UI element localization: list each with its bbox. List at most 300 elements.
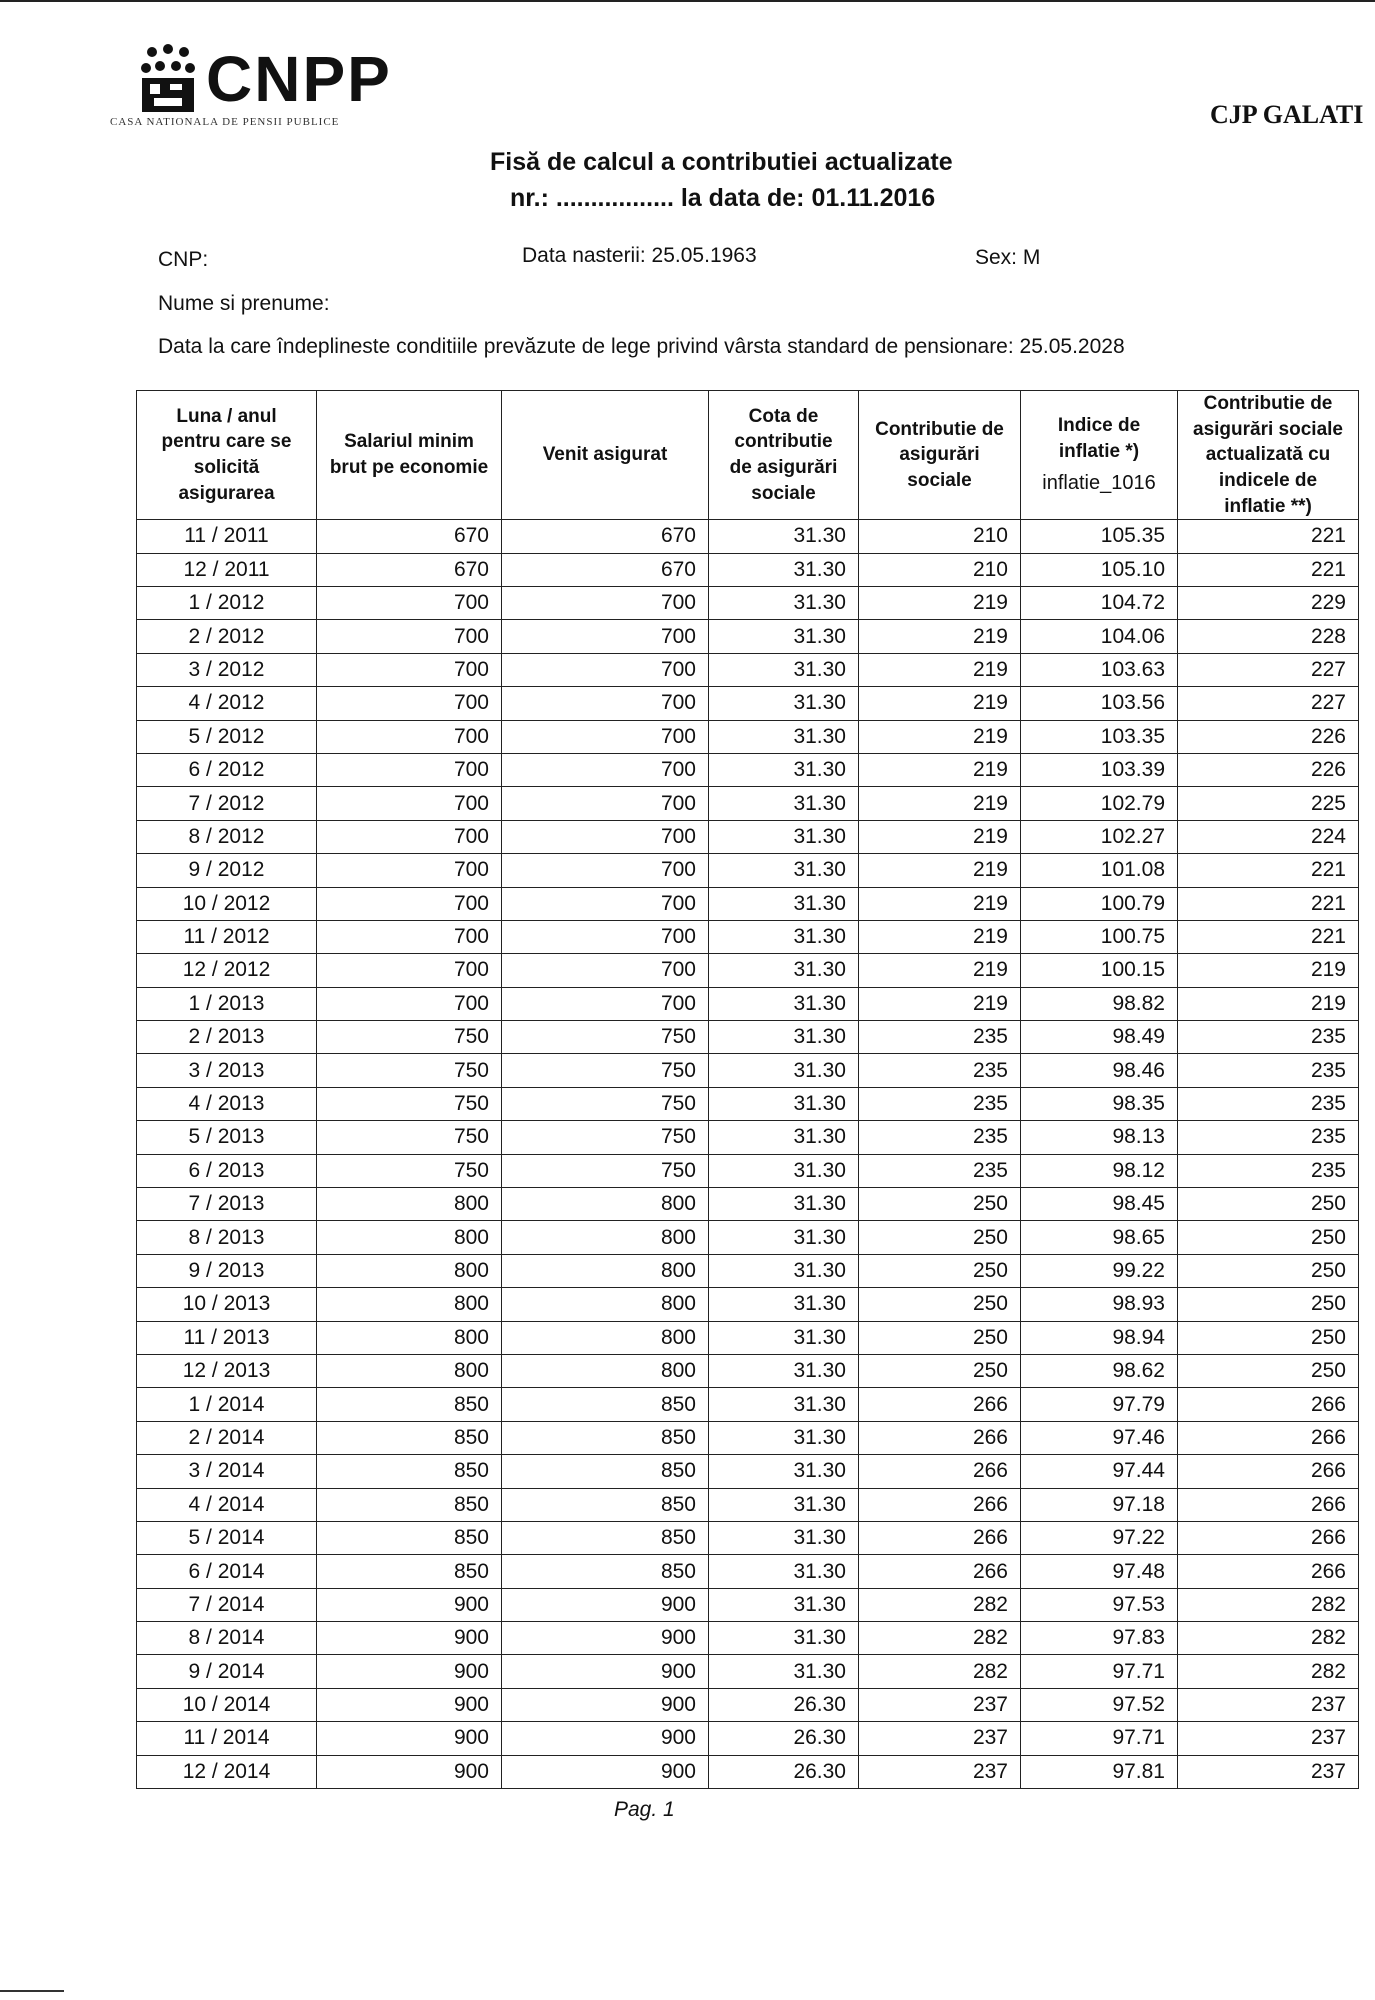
table-row	[137, 1254, 1359, 1287]
min-salary-cell: 800	[317, 1354, 502, 1387]
insured-income-cell: 900	[502, 1622, 709, 1655]
rate-cell: 31.30	[709, 687, 859, 720]
min-salary-cell: 670	[317, 553, 502, 586]
adjusted-contribution-cell: 224	[1178, 820, 1359, 853]
insured-income-cell: 750	[502, 1054, 709, 1087]
table-row	[137, 1321, 1359, 1354]
pension-condition-date: Data la care îndeplineste conditiile prevăzute de lege privind vârsta standard de pensionare: 25.05.2028	[158, 335, 1125, 358]
period-cell: 5 / 2013	[137, 1121, 317, 1154]
min-salary-cell: 800	[317, 1321, 502, 1354]
insured-income-cell: 850	[502, 1455, 709, 1488]
insured-income-cell: 800	[502, 1354, 709, 1387]
contribution-cell: 219	[859, 720, 1021, 753]
table-row	[137, 1655, 1359, 1688]
rate-cell: 31.30	[709, 1288, 859, 1321]
insured-income-cell: 800	[502, 1188, 709, 1221]
contribution-cell: 250	[859, 1188, 1021, 1221]
rate-cell: 31.30	[709, 653, 859, 686]
period-cell: 3 / 2014	[137, 1455, 317, 1488]
table-row	[137, 1388, 1359, 1421]
adjusted-contribution-cell: 221	[1178, 887, 1359, 920]
min-salary-cell: 700	[317, 854, 502, 887]
min-salary-cell: 700	[317, 887, 502, 920]
table-row	[137, 1488, 1359, 1521]
table-row	[137, 887, 1359, 920]
col-header-contribution: Contributie de asigurări sociale	[859, 391, 1021, 520]
adjusted-contribution-cell: 228	[1178, 620, 1359, 653]
period-cell: 6 / 2012	[137, 753, 317, 786]
table-row	[137, 1087, 1359, 1120]
contribution-cell: 266	[859, 1555, 1021, 1588]
insured-income-cell: 750	[502, 1154, 709, 1187]
min-salary-cell: 800	[317, 1221, 502, 1254]
period-cell: 8 / 2013	[137, 1221, 317, 1254]
table-row	[137, 520, 1359, 553]
inflation-cell: 104.72	[1021, 586, 1178, 619]
rate-cell: 31.30	[709, 1321, 859, 1354]
insured-income-cell: 850	[502, 1421, 709, 1454]
contribution-cell: 219	[859, 620, 1021, 653]
birth-date: Data nasterii: 25.05.1963	[522, 244, 757, 267]
min-salary-cell: 850	[317, 1455, 502, 1488]
insured-income-cell: 850	[502, 1555, 709, 1588]
contribution-cell: 219	[859, 653, 1021, 686]
period-cell: 7 / 2012	[137, 787, 317, 820]
adjusted-contribution-cell: 250	[1178, 1188, 1359, 1221]
inflation-cell: 100.15	[1021, 954, 1178, 987]
table-row	[137, 720, 1359, 753]
table-row	[137, 1622, 1359, 1655]
insured-income-cell: 750	[502, 1021, 709, 1054]
min-salary-cell: 700	[317, 653, 502, 686]
period-cell: 4 / 2013	[137, 1087, 317, 1120]
period-cell: 1 / 2014	[137, 1388, 317, 1421]
inflation-cell: 98.13	[1021, 1121, 1178, 1154]
contribution-cell: 282	[859, 1588, 1021, 1621]
rate-cell: 31.30	[709, 1188, 859, 1221]
contribution-cell: 266	[859, 1421, 1021, 1454]
period-cell: 2 / 2012	[137, 620, 317, 653]
contribution-table	[136, 390, 1359, 1789]
contribution-cell: 266	[859, 1521, 1021, 1554]
rate-cell: 31.30	[709, 954, 859, 987]
period-cell: 9 / 2014	[137, 1655, 317, 1688]
min-salary-cell: 750	[317, 1054, 502, 1087]
min-salary-cell: 850	[317, 1555, 502, 1588]
table-row	[137, 1121, 1359, 1154]
period-cell: 10 / 2013	[137, 1288, 317, 1321]
insured-income-cell: 900	[502, 1722, 709, 1755]
office-name: CJP GALATI	[1210, 100, 1364, 129]
inflation-cell: 98.46	[1021, 1054, 1178, 1087]
inflation-cell: 97.18	[1021, 1488, 1178, 1521]
period-cell: 9 / 2013	[137, 1254, 317, 1287]
table-row	[137, 820, 1359, 853]
inflation-cell: 97.71	[1021, 1655, 1178, 1688]
insured-income-cell: 700	[502, 887, 709, 920]
rate-cell: 26.30	[709, 1755, 859, 1788]
rate-cell: 31.30	[709, 1054, 859, 1087]
name-label: Nume si prenume:	[158, 292, 330, 315]
page-number: Pag. 1	[614, 1798, 675, 1821]
adjusted-contribution-cell: 266	[1178, 1455, 1359, 1488]
insured-income-cell: 800	[502, 1221, 709, 1254]
rate-cell: 31.30	[709, 1622, 859, 1655]
rate-cell: 31.30	[709, 987, 859, 1020]
contribution-cell: 219	[859, 954, 1021, 987]
contribution-cell: 235	[859, 1087, 1021, 1120]
table-row	[137, 1054, 1359, 1087]
rate-cell: 31.30	[709, 1455, 859, 1488]
min-salary-cell: 850	[317, 1388, 502, 1421]
rate-cell: 31.30	[709, 1521, 859, 1554]
inflation-cell: 97.83	[1021, 1622, 1178, 1655]
period-cell: 6 / 2013	[137, 1154, 317, 1187]
adjusted-contribution-cell: 250	[1178, 1354, 1359, 1387]
rate-cell: 31.30	[709, 586, 859, 619]
adjusted-contribution-cell: 235	[1178, 1121, 1359, 1154]
min-salary-cell: 670	[317, 520, 502, 553]
period-cell: 11 / 2012	[137, 920, 317, 953]
period-cell: 5 / 2012	[137, 720, 317, 753]
contribution-cell: 219	[859, 753, 1021, 786]
min-salary-cell: 700	[317, 987, 502, 1020]
inflation-cell: 103.35	[1021, 720, 1178, 753]
inflation-header-sub: inflatie_1016	[1042, 472, 1156, 495]
inflation-cell: 97.52	[1021, 1688, 1178, 1721]
adjusted-contribution-cell: 235	[1178, 1154, 1359, 1187]
min-salary-cell: 900	[317, 1655, 502, 1688]
document-title: Fisă de calcul a contributiei actualizate	[490, 148, 953, 176]
table-row	[137, 920, 1359, 953]
adjusted-contribution-cell: 266	[1178, 1555, 1359, 1588]
table-row	[137, 1188, 1359, 1221]
adjusted-contribution-cell: 237	[1178, 1688, 1359, 1721]
insured-income-cell: 700	[502, 954, 709, 987]
insured-income-cell: 850	[502, 1488, 709, 1521]
col-header-contribution-rate: Cota de contributie de asigurări sociale	[709, 391, 859, 520]
insured-income-cell: 700	[502, 987, 709, 1020]
min-salary-cell: 700	[317, 820, 502, 853]
inflation-cell: 105.10	[1021, 553, 1178, 586]
table-row	[137, 1154, 1359, 1187]
contribution-cell: 219	[859, 787, 1021, 820]
rate-cell: 31.30	[709, 1655, 859, 1688]
insured-income-cell: 900	[502, 1688, 709, 1721]
min-salary-cell: 900	[317, 1688, 502, 1721]
rate-cell: 31.30	[709, 620, 859, 653]
insured-income-cell: 800	[502, 1288, 709, 1321]
period-cell: 10 / 2012	[137, 887, 317, 920]
min-salary-cell: 700	[317, 687, 502, 720]
contribution-cell: 235	[859, 1121, 1021, 1154]
adjusted-contribution-cell: 221	[1178, 520, 1359, 553]
period-cell: 12 / 2012	[137, 954, 317, 987]
min-salary-cell: 900	[317, 1588, 502, 1621]
adjusted-contribution-cell: 266	[1178, 1388, 1359, 1421]
inflation-cell: 98.62	[1021, 1354, 1178, 1387]
period-cell: 6 / 2014	[137, 1555, 317, 1588]
inflation-cell: 97.48	[1021, 1555, 1178, 1588]
insured-income-cell: 750	[502, 1087, 709, 1120]
period-cell: 4 / 2014	[137, 1488, 317, 1521]
rate-cell: 31.30	[709, 753, 859, 786]
period-cell: 2 / 2014	[137, 1421, 317, 1454]
inflation-cell: 98.65	[1021, 1221, 1178, 1254]
min-salary-cell: 700	[317, 720, 502, 753]
min-salary-cell: 800	[317, 1288, 502, 1321]
contribution-cell: 282	[859, 1622, 1021, 1655]
cnpp-logo	[110, 38, 410, 128]
table-row	[137, 1555, 1359, 1588]
period-cell: 12 / 2014	[137, 1755, 317, 1788]
period-cell: 9 / 2012	[137, 854, 317, 887]
table-row	[137, 1722, 1359, 1755]
contribution-cell: 219	[859, 820, 1021, 853]
adjusted-contribution-cell: 227	[1178, 653, 1359, 686]
table-row	[137, 954, 1359, 987]
adjusted-contribution-cell: 282	[1178, 1588, 1359, 1621]
period-cell: 10 / 2014	[137, 1688, 317, 1721]
logo-wordmark: CNPP	[206, 43, 392, 115]
period-cell: 11 / 2011	[137, 520, 317, 553]
table-row	[137, 1421, 1359, 1454]
rate-cell: 31.30	[709, 1388, 859, 1421]
table-row	[137, 1755, 1359, 1788]
min-salary-cell: 750	[317, 1154, 502, 1187]
adjusted-contribution-cell: 282	[1178, 1622, 1359, 1655]
min-salary-cell: 700	[317, 586, 502, 619]
scan-edge-top	[0, 0, 1375, 2]
rate-cell: 31.30	[709, 887, 859, 920]
rate-cell: 31.30	[709, 920, 859, 953]
min-salary-cell: 700	[317, 787, 502, 820]
table-row	[137, 586, 1359, 619]
adjusted-contribution-cell: 235	[1178, 1087, 1359, 1120]
period-cell: 12 / 2011	[137, 553, 317, 586]
inflation-cell: 98.93	[1021, 1288, 1178, 1321]
rate-cell: 31.30	[709, 854, 859, 887]
adjusted-contribution-cell: 282	[1178, 1655, 1359, 1688]
period-cell: 2 / 2013	[137, 1021, 317, 1054]
insured-income-cell: 700	[502, 586, 709, 619]
insured-income-cell: 850	[502, 1521, 709, 1554]
adjusted-contribution-cell: 227	[1178, 687, 1359, 720]
insured-income-cell: 850	[502, 1388, 709, 1421]
contribution-cell: 237	[859, 1688, 1021, 1721]
rate-cell: 31.30	[709, 720, 859, 753]
table-row	[137, 987, 1359, 1020]
insured-income-cell: 700	[502, 854, 709, 887]
col-header-adjusted-contribution: Contributie de asigurări sociale actualizată cu indicele de inflatie **)	[1178, 391, 1359, 520]
contribution-cell: 219	[859, 987, 1021, 1020]
contribution-cell: 250	[859, 1288, 1021, 1321]
table-row	[137, 1288, 1359, 1321]
insured-income-cell: 700	[502, 720, 709, 753]
inflation-cell: 98.35	[1021, 1087, 1178, 1120]
min-salary-cell: 750	[317, 1087, 502, 1120]
insured-income-cell: 800	[502, 1321, 709, 1354]
adjusted-contribution-cell: 250	[1178, 1254, 1359, 1287]
insured-income-cell: 700	[502, 787, 709, 820]
insured-income-cell: 700	[502, 920, 709, 953]
adjusted-contribution-cell: 250	[1178, 1221, 1359, 1254]
table-row	[137, 1521, 1359, 1554]
period-cell: 7 / 2014	[137, 1588, 317, 1621]
col-header-period: Luna / anul pentru care se solicită asigurarea	[137, 391, 317, 520]
inflation-cell: 98.49	[1021, 1021, 1178, 1054]
inflation-cell: 103.39	[1021, 753, 1178, 786]
contribution-cell: 250	[859, 1354, 1021, 1387]
insured-income-cell: 700	[502, 653, 709, 686]
rate-cell: 31.30	[709, 820, 859, 853]
adjusted-contribution-cell: 266	[1178, 1421, 1359, 1454]
inflation-cell: 105.35	[1021, 520, 1178, 553]
inflation-cell: 98.12	[1021, 1154, 1178, 1187]
period-cell: 4 / 2012	[137, 687, 317, 720]
rate-cell: 31.30	[709, 1221, 859, 1254]
contribution-cell: 237	[859, 1755, 1021, 1788]
contribution-cell: 250	[859, 1321, 1021, 1354]
min-salary-cell: 750	[317, 1021, 502, 1054]
people-group-icon	[140, 44, 196, 114]
min-salary-cell: 700	[317, 753, 502, 786]
adjusted-contribution-cell: 229	[1178, 586, 1359, 619]
inflation-cell: 100.75	[1021, 920, 1178, 953]
period-cell: 11 / 2014	[137, 1722, 317, 1755]
scan-edge-bottom	[0, 1990, 64, 1992]
contribution-cell: 266	[859, 1488, 1021, 1521]
table-row	[137, 1021, 1359, 1054]
insured-income-cell: 700	[502, 687, 709, 720]
cnp-label: CNP:	[158, 248, 209, 271]
inflation-cell: 97.46	[1021, 1421, 1178, 1454]
period-cell: 8 / 2012	[137, 820, 317, 853]
adjusted-contribution-cell: 266	[1178, 1488, 1359, 1521]
contribution-cell: 210	[859, 520, 1021, 553]
table-header-row	[137, 391, 1359, 520]
insured-income-cell: 700	[502, 753, 709, 786]
inflation-cell: 101.08	[1021, 854, 1178, 887]
inflation-cell: 100.79	[1021, 887, 1178, 920]
table-row	[137, 1588, 1359, 1621]
contribution-cell: 210	[859, 553, 1021, 586]
contribution-cell: 250	[859, 1221, 1021, 1254]
period-cell: 1 / 2012	[137, 586, 317, 619]
inflation-header-label: Indice de inflatie *)	[1057, 414, 1141, 462]
inflation-cell: 99.22	[1021, 1254, 1178, 1287]
min-salary-cell: 700	[317, 920, 502, 953]
inflation-cell: 97.44	[1021, 1455, 1178, 1488]
min-salary-cell: 800	[317, 1188, 502, 1221]
rate-cell: 31.30	[709, 787, 859, 820]
rate-cell: 31.30	[709, 1087, 859, 1120]
period-cell: 3 / 2012	[137, 653, 317, 686]
inflation-cell: 97.81	[1021, 1755, 1178, 1788]
insured-income-cell: 900	[502, 1655, 709, 1688]
contribution-cell: 235	[859, 1054, 1021, 1087]
logo-subtitle: CASA NATIONALA DE PENSII PUBLICE	[110, 116, 340, 128]
inflation-cell: 98.94	[1021, 1321, 1178, 1354]
adjusted-contribution-cell: 219	[1178, 987, 1359, 1020]
rate-cell: 26.30	[709, 1722, 859, 1755]
inflation-cell: 104.06	[1021, 620, 1178, 653]
min-salary-cell: 700	[317, 620, 502, 653]
table-row	[137, 620, 1359, 653]
contribution-cell: 266	[859, 1388, 1021, 1421]
insured-income-cell: 800	[502, 1254, 709, 1287]
insured-income-cell: 900	[502, 1588, 709, 1621]
inflation-cell: 103.63	[1021, 653, 1178, 686]
contribution-cell: 266	[859, 1455, 1021, 1488]
inflation-cell: 102.79	[1021, 787, 1178, 820]
min-salary-cell: 900	[317, 1722, 502, 1755]
adjusted-contribution-cell: 266	[1178, 1521, 1359, 1554]
adjusted-contribution-cell: 226	[1178, 720, 1359, 753]
contribution-cell: 235	[859, 1021, 1021, 1054]
period-cell: 7 / 2013	[137, 1188, 317, 1221]
contribution-cell: 219	[859, 687, 1021, 720]
col-header-inflation-index	[1021, 391, 1178, 520]
table-row	[137, 653, 1359, 686]
rate-cell: 31.30	[709, 553, 859, 586]
table-row	[137, 854, 1359, 887]
table-row	[137, 787, 1359, 820]
adjusted-contribution-cell: 221	[1178, 920, 1359, 953]
rate-cell: 31.30	[709, 1555, 859, 1588]
period-cell: 12 / 2013	[137, 1354, 317, 1387]
adjusted-contribution-cell: 226	[1178, 753, 1359, 786]
contribution-cell: 237	[859, 1722, 1021, 1755]
adjusted-contribution-cell: 221	[1178, 553, 1359, 586]
adjusted-contribution-cell: 250	[1178, 1288, 1359, 1321]
table-row	[137, 1221, 1359, 1254]
contribution-cell: 219	[859, 586, 1021, 619]
period-cell: 1 / 2013	[137, 987, 317, 1020]
contribution-cell: 219	[859, 887, 1021, 920]
rate-cell: 31.30	[709, 1121, 859, 1154]
document-number-date: nr.: ................. la data de: 01.11.2016	[510, 184, 936, 212]
contribution-cell: 219	[859, 854, 1021, 887]
col-header-min-salary: Salariul minim brut pe economie	[317, 391, 502, 520]
min-salary-cell: 900	[317, 1755, 502, 1788]
rate-cell: 31.30	[709, 1588, 859, 1621]
adjusted-contribution-cell: 225	[1178, 787, 1359, 820]
rate-cell: 31.30	[709, 1354, 859, 1387]
insured-income-cell: 700	[502, 620, 709, 653]
table-row	[137, 753, 1359, 786]
adjusted-contribution-cell: 237	[1178, 1722, 1359, 1755]
insured-income-cell: 670	[502, 520, 709, 553]
rate-cell: 31.30	[709, 1421, 859, 1454]
period-cell: 5 / 2014	[137, 1521, 317, 1554]
table-row	[137, 1455, 1359, 1488]
rate-cell: 31.30	[709, 1154, 859, 1187]
adjusted-contribution-cell: 237	[1178, 1755, 1359, 1788]
inflation-cell: 102.27	[1021, 820, 1178, 853]
insured-income-cell: 750	[502, 1121, 709, 1154]
inflation-cell: 103.56	[1021, 687, 1178, 720]
period-cell: 3 / 2013	[137, 1054, 317, 1087]
adjusted-contribution-cell: 219	[1178, 954, 1359, 987]
min-salary-cell: 750	[317, 1121, 502, 1154]
min-salary-cell: 850	[317, 1488, 502, 1521]
min-salary-cell: 850	[317, 1521, 502, 1554]
contribution-cell: 250	[859, 1254, 1021, 1287]
inflation-cell: 98.82	[1021, 987, 1178, 1020]
adjusted-contribution-cell: 235	[1178, 1021, 1359, 1054]
contribution-cell: 235	[859, 1154, 1021, 1187]
